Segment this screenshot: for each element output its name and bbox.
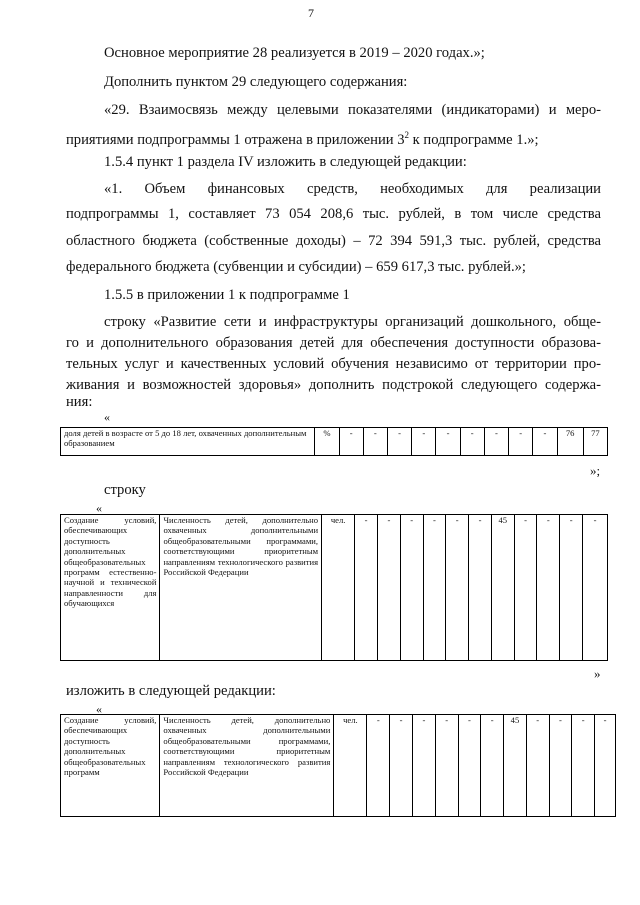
label-izlozhit: изложить в следующей редакции: <box>66 683 276 699</box>
value-cell: - <box>595 715 616 817</box>
table-old-row <box>60 514 608 661</box>
value-cell: - <box>423 515 446 661</box>
table-row <box>61 428 608 456</box>
event-name: Создание условий, обеспечивающих доступность дополнительных общеобразовательных программ естественно-научной и технической направленности для обучающихся <box>61 515 160 661</box>
indicator-name: Численность детей, дополнительно охваченных дополнительными общеобразовательными программами, соответствующими приоритетным направлениям технологического развития Российской Федерации <box>160 515 322 661</box>
value-cell: - <box>514 515 537 661</box>
paragraph-add-item-29: Дополнить пунктом 29 следующего содержания: <box>104 74 408 90</box>
value-cell: - <box>436 428 460 456</box>
value-cell: - <box>446 515 469 661</box>
paragraph-item-29-line1: «29. Взаимосвязь между целевыми показателями (индикаторами) и меро- <box>104 102 601 118</box>
superscript: 2 <box>404 130 410 140</box>
item-29-text: приятиями подпрограммы 1 отражена в приложении 3 <box>66 131 405 148</box>
value-cell: - <box>387 428 411 456</box>
paragraph-row-line5: ния: <box>66 394 93 410</box>
value-cell: - <box>572 715 595 817</box>
page-number: 7 <box>308 6 314 20</box>
value-cell: - <box>549 715 572 817</box>
value-cell: - <box>390 715 413 817</box>
value-cell: - <box>583 515 608 661</box>
paragraph-row-line2: го и дополнительного образования детей для обеспечения доступности образова- <box>66 335 601 351</box>
paragraph-1-5-4: 1.5.4 пункт 1 раздела IV изложить в следующей редакции: <box>104 154 467 170</box>
value-cell: - <box>355 515 378 661</box>
value-cell: - <box>400 515 423 661</box>
paragraph-volume-line2: подпрограммы 1, составляет 73 054 208,6 тыс. рублей, в том числе средства <box>66 206 601 222</box>
unit-cell: % <box>315 428 339 456</box>
paragraph-row-line1: строку «Развитие сети и инфраструктуры организаций дошкольного, обще- <box>104 314 601 330</box>
value-cell: 76 <box>557 428 583 456</box>
open-quote-1: « <box>104 410 110 424</box>
indicator-name: доля детей в возрасте от 5 до 18 лет, охваченных дополнительным образованием <box>61 428 315 456</box>
value-cell: - <box>363 428 387 456</box>
open-quote-3: « <box>96 702 102 716</box>
unit-cell: чел. <box>334 715 367 817</box>
value-cell: - <box>435 715 458 817</box>
table-row <box>61 715 616 817</box>
value-cell: - <box>367 715 390 817</box>
table-new-row <box>60 714 616 817</box>
value-cell: - <box>377 515 400 661</box>
value-cell: 77 <box>583 428 607 456</box>
table-subrow <box>60 427 608 456</box>
value-cell: - <box>526 715 549 817</box>
event-name: Создание условий, обеспечивающих доступность дополнительных общеобразовательных программ <box>61 715 160 817</box>
value-cell: - <box>469 515 492 661</box>
indicator-name: Численность детей, дополнительно охваченных дополнительными общеобразовательными программами, соответствующими приоритетным направлениям технологического развития Российской Федерации <box>160 715 334 817</box>
value-cell: - <box>458 715 481 817</box>
value-cell: - <box>560 515 583 661</box>
paragraph-volume-line3: областного бюджета (собственные доходы) – 72 394 591,3 тыс. рублей, средства <box>66 233 601 249</box>
paragraph-item-29-line2 <box>66 126 539 149</box>
value-cell: - <box>484 428 508 456</box>
close-quote-2: » <box>594 666 601 681</box>
table-row <box>61 515 608 661</box>
value-cell: - <box>537 515 560 661</box>
unit-cell: чел. <box>322 515 355 661</box>
paragraph-1-5-5: 1.5.5 в приложении 1 к подпрограмме 1 <box>104 287 350 303</box>
value-cell: 45 <box>491 515 514 661</box>
item-29-text-end: к подпрограмме 1.»; <box>409 131 539 148</box>
label-stroku: строку <box>104 482 146 498</box>
value-cell: - <box>533 428 557 456</box>
paragraph-volume-line1: «1. Объем финансовых средств, необходимых для реализации <box>104 181 601 197</box>
value-cell: - <box>460 428 484 456</box>
paragraph-main-event-28: Основное мероприятие 28 реализуется в 2019 – 2020 годах.»; <box>104 45 485 61</box>
paragraph-volume-line4: федерального бюджета (субвенции и субсидии) – 659 617,3 тыс. рублей.»; <box>66 259 526 275</box>
value-cell: - <box>339 428 363 456</box>
paragraph-row-line4: живания и возможностей здоровья» дополнить подстрокой следующего содержа- <box>66 377 601 393</box>
close-quote-1: »; <box>590 463 601 478</box>
value-cell: - <box>412 428 436 456</box>
paragraph-row-line3: тельных услуг и качественных условий обучения независимо от территории про- <box>66 356 601 372</box>
value-cell: 45 <box>504 715 527 817</box>
value-cell: - <box>509 428 533 456</box>
value-cell: - <box>413 715 436 817</box>
value-cell: - <box>481 715 504 817</box>
open-quote-2: « <box>96 501 102 515</box>
